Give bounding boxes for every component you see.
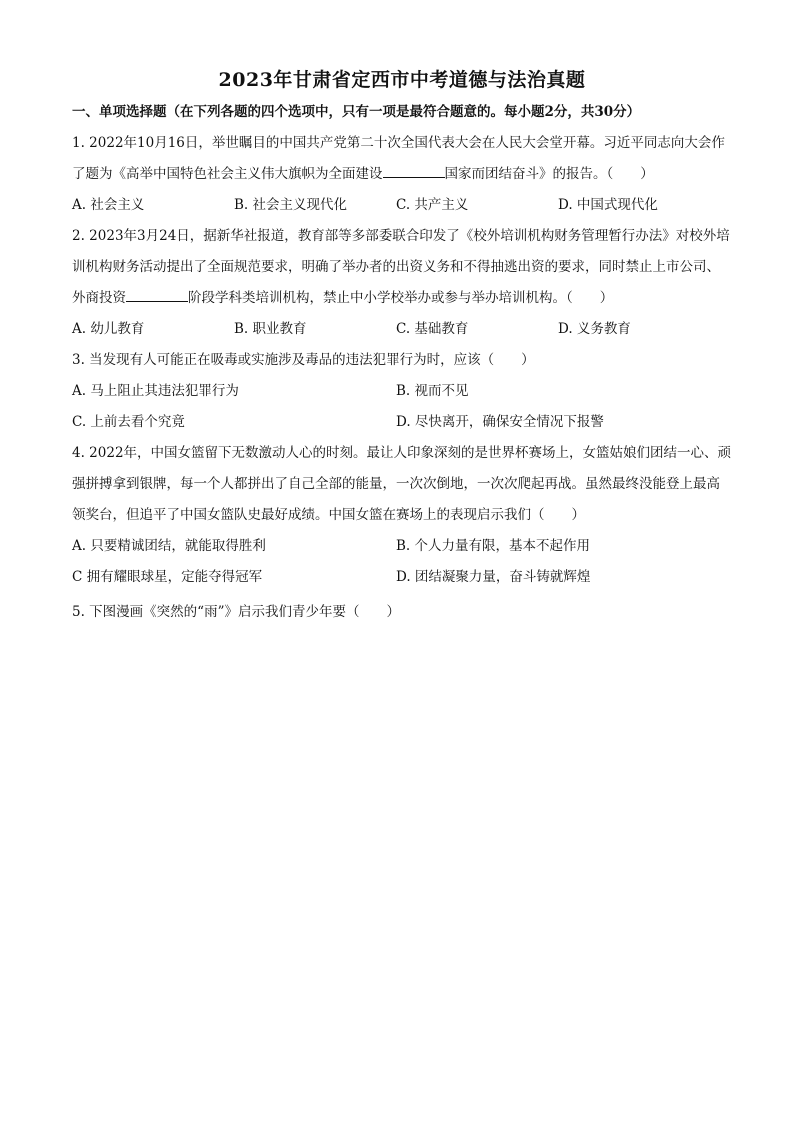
option-c: C 拥有耀眼球星，定能夺得冠军: [72, 569, 263, 585]
question-stem-part-2: 国家而团结奋斗》的报告。（ ）: [444, 166, 654, 182]
options-row: [72, 314, 732, 345]
option-c: C. 上前去看个究竟: [72, 414, 185, 430]
option-b: B. 视而不见: [396, 383, 469, 399]
question-5: [72, 597, 732, 628]
section-heading: 一、单项选择题（在下列各题的四个选项中，只有一项是最符合题意的。每小题2分，共30分）: [72, 104, 641, 120]
option-d: D. 义务教育: [558, 321, 631, 337]
question-3: [72, 345, 732, 438]
question-stem-part-1: 2. 2023年3月24日，据新华社报道，教育部等多部委联合印发了《校外培训机构财务管理暂行办法》对校外培训机构财务活动提出了全面规范要求，明确了举办者的出资义务和不得抽逃出资的要求，同时禁止上市公司、外商投资: [72, 228, 730, 306]
options-row: [72, 562, 732, 593]
option-b: B. 个人力量有限，基本不起作用: [396, 538, 591, 554]
option-a: A. 社会主义: [72, 197, 145, 213]
option-d: D. 团结凝聚力量，奋斗铸就辉煌: [396, 569, 591, 585]
option-a: A. 幼儿教育: [72, 321, 145, 337]
question-stem: 5. 下图漫画《突然的“雨”》启示我们青少年要（ ）: [72, 604, 400, 620]
option-b: B. 社会主义现代化: [234, 197, 348, 213]
option-a: A. 马上阻止其违法犯罪行为: [72, 383, 239, 399]
options-row: [72, 376, 732, 407]
page-title: 2023年甘肃省定西市中考道德与法治真题: [218, 69, 586, 91]
question-2: [72, 221, 732, 345]
question-stem: 4. 2022年，中国女篮留下无数激动人心的时刻。最让人印象深刻的是世界杯赛场上，女篮姑娘们团结一心、顽强拼搏拿到银牌，每一个人都拼出了自己全部的能量，一次次倒地，一次次爬起再战。虽然最终没能登上最高领奖台，但追平了中国女篮队史最好成绩。中国女篮在赛场上的表现启示我们（ ）: [72, 445, 732, 523]
question-stem: 3. 当发现有人可能正在吸毒或实施涉及毒品的违法犯罪行为时，应该（ ）: [72, 352, 535, 368]
question-4: [72, 438, 732, 593]
option-d: D. 中国式现代化: [558, 197, 658, 213]
question-stem-part-1: 1. 2022年10月16日，举世瞩目的中国共产党第二十次全国代表大会在人民大会堂开幕。习近平同志向大会作了题为《高举中国特色社会主义伟大旗帜为全面建设: [72, 135, 725, 182]
options-row: [72, 531, 732, 562]
question-stem: [72, 128, 732, 190]
fill-blank: [383, 163, 445, 178]
exam-page: [72, 66, 732, 628]
options-row: [72, 190, 732, 221]
question-stem-part-2: 阶段学科类培训机构，禁止中小学校举办或参与举办培训机构。（ ）: [188, 290, 614, 306]
option-c: C. 基础教育: [396, 321, 469, 337]
option-b: B. 职业教育: [234, 321, 307, 337]
option-d: D. 尽快离开，确保安全情况下报警: [396, 414, 604, 430]
option-a: A. 只要精诚团结，就能取得胜利: [72, 538, 266, 554]
question-1: [72, 128, 732, 221]
question-stem: [72, 221, 732, 314]
options-row: [72, 407, 732, 438]
option-c: C. 共产主义: [396, 197, 469, 213]
fill-blank: [126, 287, 188, 302]
